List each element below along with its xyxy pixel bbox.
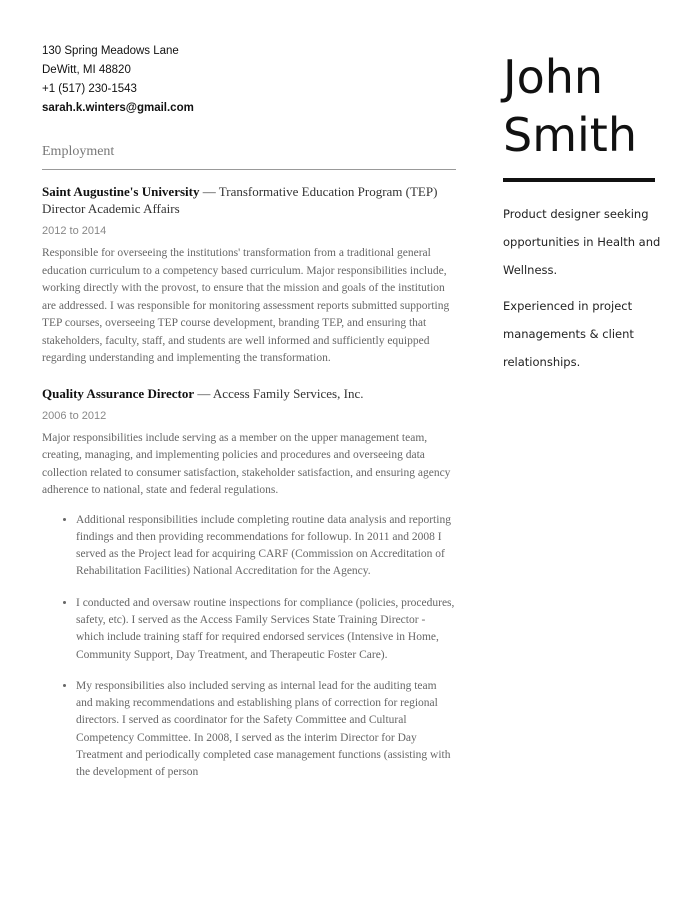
first-name: John (503, 50, 604, 104)
tagline-goal: Product designer seeking opportunities in Health and Wellness. (503, 207, 661, 277)
list-item: • I conducted and oversaw routine inspections for compliance (policies, procedures, safety, etc). I served as the Access Family Services State Training Director - which include training staff for required endorsed services (Intensive in Home, Community Support, Day Treatment, and Therapeutic Foster Care). (76, 595, 456, 664)
job-entry (42, 385, 456, 782)
contact-block (42, 42, 456, 118)
tagline-experience: Experienced in project managements & client relationships. (503, 299, 634, 369)
profile-summary (503, 200, 663, 376)
job-organization: Saint Augustine's University (42, 184, 200, 199)
job-title: Quality Assurance Director (42, 385, 195, 401)
job-description: Responsible for overseeing the institutions' transformation from a traditional general education curriculum to a competency based curriculum. Major responsibilities include, working directly with the provost, to ensure that the mission and goals of the institution are addressed. I was responsible for monitoring assessment reports submitted supporting TEP courses, overseeing TEP course development, branding TEP, and ensuring that stakeholders, faculty, staff, and students are well informed and sufficiently equipped regarding understanding and implementing the transformation. (42, 247, 450, 364)
email-address[interactable]: sarah.k.winters@gmail.com (42, 102, 194, 114)
job-heading (42, 385, 456, 402)
phone-number: +1 (517) 230-1543 (42, 83, 137, 95)
employment-section-title: Employment (42, 144, 456, 170)
job-dates: 2006 to 2012 (42, 409, 107, 422)
job-role: — Transformative Education Program (TEP) Director Academic Affairs (42, 184, 438, 216)
left-column (42, 42, 456, 796)
job-description: Major responsibilities include serving as a member on the upper management team, creating, managing, and implementing policies and procedures and overseeing data collection related to consumer satisfaction, stakeholder satisfaction, and ensuring agency adherence to national, state and federal regulations. (42, 431, 451, 496)
last-name: Smith (503, 108, 637, 162)
list-item: • My responsibilities also included serving as internal lead for the auditing team and making recommendations and establishing plans of correction for regional directors. I served as coordinator for the Safety Committee and Cultural Competency Committee. In 2008, I served as the interim Director for Day Treatment and periodically completed case management functions (assisting with the development of person (76, 678, 456, 782)
name-divider (503, 178, 655, 182)
address-line-2: DeWitt, MI 48820 (42, 64, 131, 76)
address-line-1: 130 Spring Meadows Lane (42, 45, 179, 57)
list-item: • Additional responsibilities include completing routine data analysis and reporting findings and then providing recommendations for followup. In 2011 and 2008 I served as the Project lead for acquiring CARF (Commission on Accreditation of Rehabilitation Facilities) National Accreditation for the Agency. (76, 512, 456, 581)
job-entry (42, 183, 456, 368)
right-column (503, 48, 663, 384)
responsibilities-list (42, 512, 456, 782)
person-name (503, 48, 663, 164)
job-dates: 2012 to 2014 (42, 225, 107, 237)
job-organization: — Access Family Services, Inc. (194, 385, 364, 401)
job-heading (42, 183, 456, 217)
